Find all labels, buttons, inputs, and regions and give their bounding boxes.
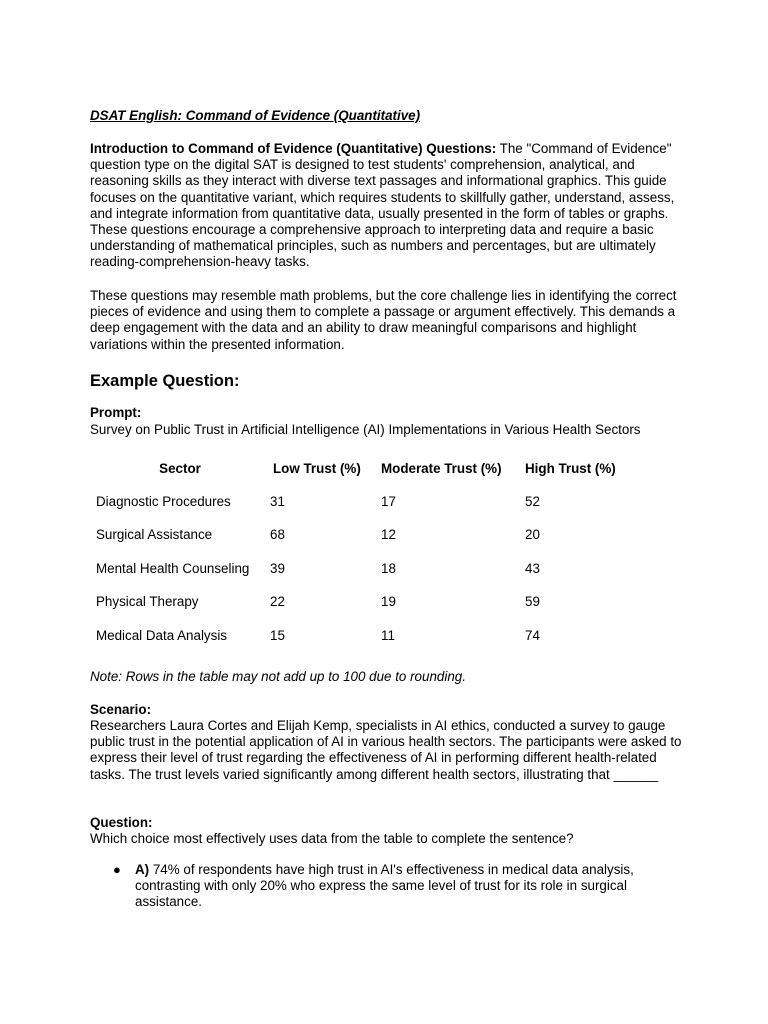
- high-trust-cell: 20: [525, 527, 540, 543]
- high-trust-cell: 52: [525, 493, 540, 509]
- low-trust-cell: 68: [270, 527, 285, 543]
- sector-cell: Medical Data Analysis: [96, 627, 227, 643]
- table-row: [90, 485, 665, 518]
- moderate-trust-cell: 18: [381, 560, 396, 576]
- question-text: Which choice most effectively uses data from the table to complete the sentence?: [90, 831, 574, 846]
- answer-choices: [90, 862, 690, 911]
- table-row: [90, 552, 665, 585]
- header-sector: Sector: [159, 460, 201, 476]
- header-high-trust: High Trust (%): [525, 460, 616, 476]
- table-row: [90, 619, 665, 652]
- low-trust-cell: 31: [270, 493, 285, 509]
- sector-cell: Physical Therapy: [96, 594, 199, 610]
- header-moderate-trust: Moderate Trust (%): [381, 460, 502, 476]
- high-trust-cell: 59: [525, 594, 540, 610]
- moderate-trust-cell: 17: [381, 493, 396, 509]
- intro-lead: Introduction to Command of Evidence (Quantitative) Questions:: [90, 141, 497, 156]
- choice-text: 74% of respondents have high trust in AI's effectiveness in medical data analysis, contrasting with only 20% who express the same level of trust for its role in surgical assistance.: [135, 862, 634, 910]
- sector-cell: Mental Health Counseling: [96, 560, 250, 576]
- scenario-label: Scenario:: [90, 702, 152, 717]
- intro-paragraph: [90, 141, 690, 271]
- moderate-trust-cell: 19: [381, 594, 396, 610]
- scenario-text: Researchers Laura Cortes and Elijah Kemp, specialists in AI ethics, conducted a survey to gauge public trust in the potential application of AI in various health sectors. The participants were asked to express their level of trust regarding the effectiveness of AI in performing different health-related tasks. The trust levels varied significantly among different health sectors, illustrating that ______: [90, 718, 682, 782]
- question-label: Question:: [90, 815, 153, 830]
- prompt-text: Survey on Public Trust in Artificial Intelligence (AI) Implementations in Various Health Sectors: [90, 422, 641, 437]
- low-trust-cell: 22: [270, 594, 285, 610]
- high-trust-cell: 43: [525, 560, 540, 576]
- intro-body: The "Command of Evidence" question type on the digital SAT is designed to test students' comprehension, analytical, and reasoning skills as they interact with diverse text passages and informational graphics. This guide focuses on the quantitative variant, which requires students to skillfully gather, understand, assess, and integrate information from quantitative data, usually presented in the form of tables or graphs. These questions encourage a comprehensive approach to interpreting data and require a basic understanding of mathematical principles, such as numbers and percentages, but are ultimately reading-comprehension-heavy tasks.: [90, 141, 675, 270]
- low-trust-cell: 39: [270, 560, 285, 576]
- high-trust-cell: 74: [525, 627, 540, 643]
- table-note: Note: Rows in the table may not add up to 100 due to rounding.: [90, 669, 466, 684]
- table-row: [90, 519, 665, 552]
- table-row: [90, 586, 665, 619]
- header-low-trust: Low Trust (%): [273, 460, 361, 476]
- bullet-icon: ●: [113, 862, 121, 877]
- paragraph-2: These questions may resemble math problems, but the core challenge lies in identifying the correct pieces of evidence and using them to complete a passage or argument effectively. This demands a deep engagement with the data and an ability to draw meaningful comparisons and highlight variations within the presented information.: [90, 288, 677, 352]
- choice-a[interactable]: [90, 862, 690, 911]
- document-title: DSAT English: Command of Evidence (Quantitative): [90, 108, 421, 123]
- sector-cell: Surgical Assistance: [96, 527, 213, 543]
- choice-letter: A): [135, 862, 150, 877]
- prompt-label: Prompt:: [90, 405, 142, 420]
- low-trust-cell: 15: [270, 627, 285, 643]
- table-header-row: [90, 452, 665, 485]
- example-heading: Example Question:: [90, 372, 240, 390]
- moderate-trust-cell: 11: [381, 627, 395, 643]
- moderate-trust-cell: 12: [381, 527, 396, 543]
- trust-table: [90, 452, 665, 652]
- sector-cell: Diagnostic Procedures: [96, 493, 231, 509]
